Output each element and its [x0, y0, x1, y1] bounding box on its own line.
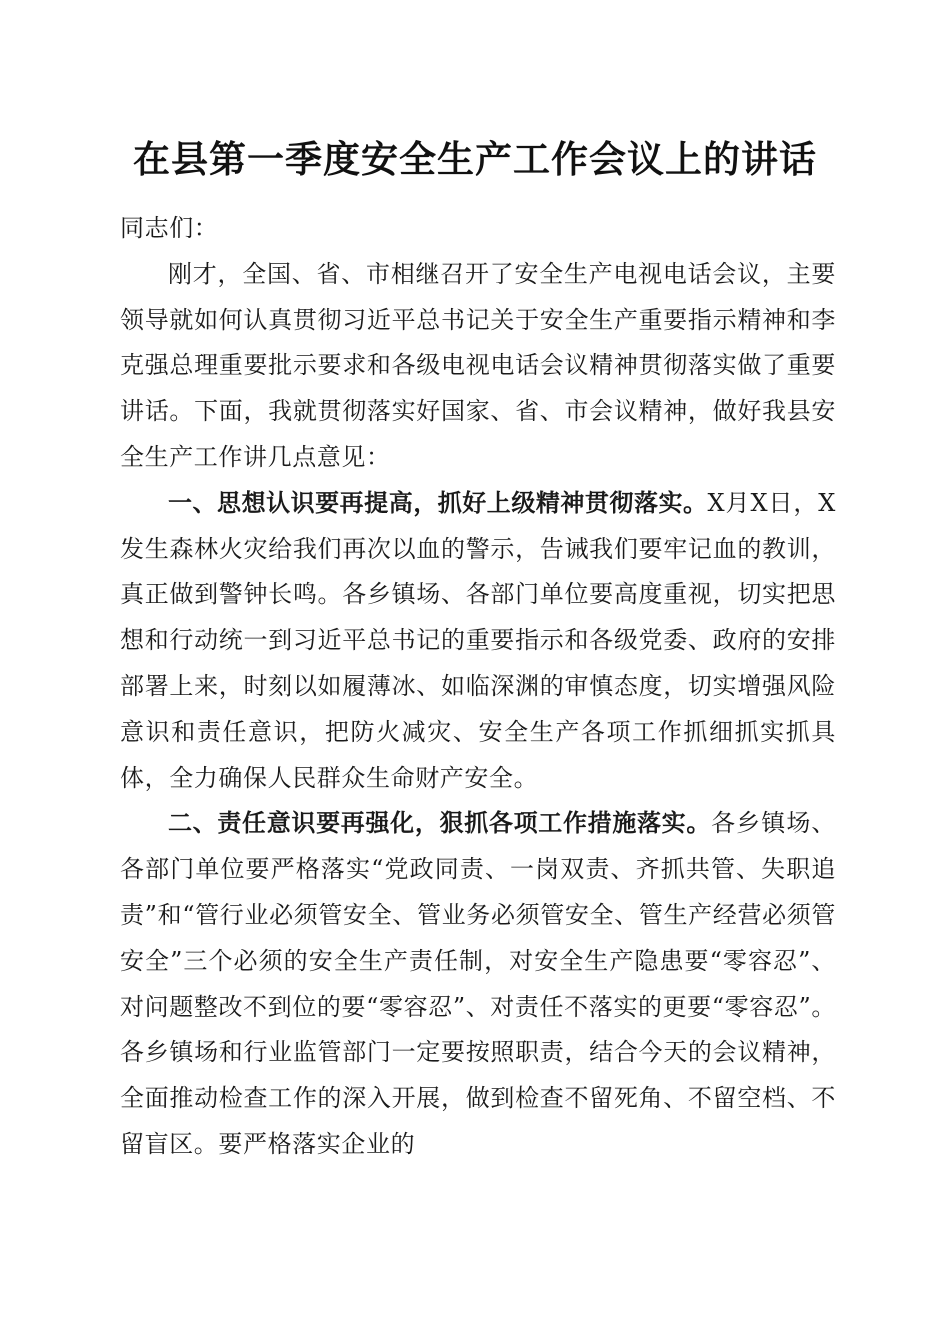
paragraph-section-2	[120, 801, 836, 1167]
document-body	[120, 206, 836, 1168]
section-heading: 二、责任意识要再强化，狠抓各项工作措施落实。	[168, 809, 712, 838]
paragraph-section-1	[120, 481, 836, 802]
paragraph-intro	[120, 252, 836, 481]
paragraph-text: 刚才，全国、省、市相继召开了安全生产电视电话会议，主要领导就如何认真贯彻习近平总书记关于安全生产重要指示精神和李克强总理重要批示要求和各级电视电话会议精神贯彻落实做了重要讲话。下面，我就贯彻落实好国家、省、市会议精神，做好我县安全生产工作讲几点意见：	[120, 259, 836, 471]
section-heading: 一、思想认识要再提高，抓好上级精神贯彻落实。	[168, 488, 708, 517]
paragraph-text: 各乡镇场、各部门单位要严格落实“党政同责、一岗双责、齐抓共管、失职追责”和“管行业必须管安全、管业务必须管安全、管生产经营必须管安全”三个必须的安全生产责任制，对安全生产隐患要“零容忍”、对问题整改不到位的要“零容忍”、对责任不落实的更要“零容忍”。各乡镇场和行业监管部门一定要按照职责，结合今天的会议精神，全面推动检查工作的深入开展，做到检查不留死角、不留空档、不留盲区。要严格落实企业的	[120, 809, 836, 1158]
document-title: 在县第一季度安全生产工作会议上的讲话	[133, 138, 817, 181]
salutation: 同志们：	[120, 214, 219, 242]
paragraph-text: X月X日，X发生森林火灾给我们再次以血的警示，告诫我们要牢记血的教训，真正做到警钟长鸣。各乡镇场、各部门单位要高度重视，切实把思想和行动统一到习近平总书记的重要指示和各级党委、政府的安排部署上来，时刻以如履薄冰、如临深渊的审慎态度，切实增强风险意识和责任意识，把防火减灾、安全生产各项工作抓细抓实抓具体，全力确保人民群众生命财产安全。	[120, 488, 836, 792]
